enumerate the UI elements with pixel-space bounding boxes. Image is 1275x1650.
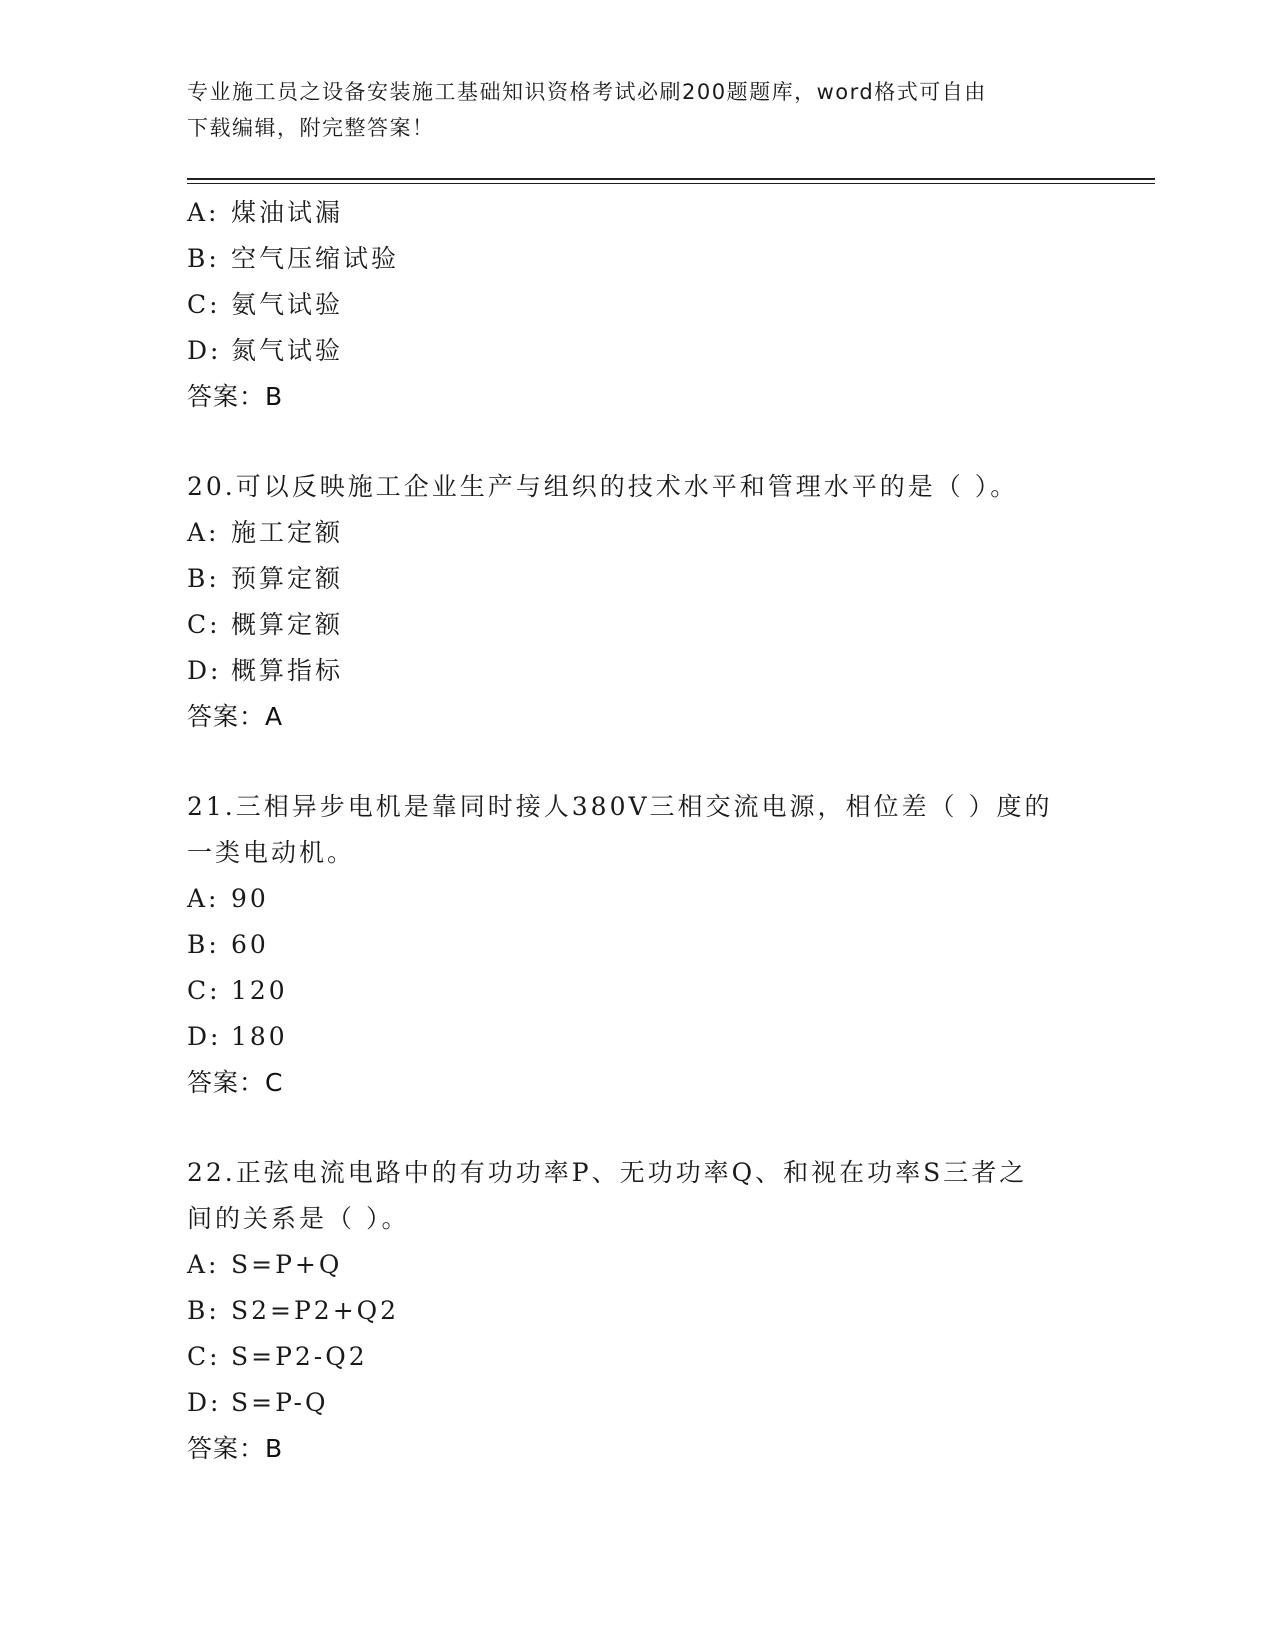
option-item — [187, 1014, 1087, 1060]
option-text: 预算定额 — [231, 564, 344, 593]
option-item — [187, 190, 1087, 236]
header-rule-thick — [187, 178, 1155, 180]
option-label: C: — [187, 290, 221, 319]
option-label: C: — [187, 610, 221, 639]
option-item — [187, 236, 1087, 282]
option-label: B: — [187, 930, 220, 959]
option-text: 概算定额 — [231, 610, 344, 639]
option-item — [187, 1242, 1087, 1288]
question-block — [187, 740, 1087, 1106]
block-spacer — [187, 420, 1087, 464]
option-item — [187, 1288, 1087, 1334]
option-item — [187, 328, 1087, 374]
answer-line: 答案：C — [187, 1068, 284, 1097]
option-label: C: — [187, 976, 221, 1005]
question-text: 20.可以反映施工企业生产与组织的技术水平和管理水平的是（ ）。 — [187, 472, 1019, 501]
option-item — [187, 510, 1087, 556]
answer-line: 答案：B — [187, 1434, 284, 1463]
option-text: 120 — [231, 976, 288, 1005]
option-label: B: — [187, 1296, 220, 1325]
question-text: 一类电动机。 — [187, 838, 356, 867]
option-text: 180 — [231, 1022, 288, 1051]
option-item — [187, 1380, 1087, 1426]
answer-line: 答案：A — [187, 702, 284, 731]
question-text: 22.正弦电流电路中的有功功率P、无功功率Q、和视在功率S三者之 — [187, 1158, 1028, 1187]
question-list — [187, 190, 1087, 1472]
option-text: 60 — [231, 930, 269, 959]
option-text: 煤油试漏 — [231, 198, 344, 227]
option-text: S2=P2+Q2 — [231, 1296, 400, 1325]
option-item — [187, 968, 1087, 1014]
question-text: 21.三相异步电机是靠同时接人380V三相交流电源，相位差（ ）度的 — [187, 792, 1053, 821]
document-header — [187, 74, 1067, 146]
question-block — [187, 420, 1087, 740]
option-label: C: — [187, 1342, 221, 1371]
option-text: 施工定额 — [231, 518, 344, 547]
option-label: A: — [187, 518, 220, 547]
option-text: S=P-Q — [231, 1388, 329, 1417]
answer-line: 答案：B — [187, 382, 284, 411]
question-text: 间的关系是（ ）。 — [187, 1204, 410, 1233]
block-spacer — [187, 740, 1087, 784]
option-label: D: — [187, 336, 222, 365]
option-text: S=P+Q — [231, 1250, 343, 1279]
option-label: D: — [187, 656, 222, 685]
option-item — [187, 282, 1087, 328]
option-label: A: — [187, 198, 220, 227]
option-label: B: — [187, 564, 220, 593]
option-item — [187, 1334, 1087, 1380]
question-block — [187, 1106, 1087, 1472]
question-block — [187, 190, 1087, 420]
option-label: A: — [187, 1250, 220, 1279]
option-text: S=P2-Q2 — [231, 1342, 368, 1371]
option-label: D: — [187, 1388, 222, 1417]
option-item — [187, 556, 1087, 602]
option-item — [187, 602, 1087, 648]
block-spacer — [187, 1106, 1087, 1150]
option-item — [187, 876, 1087, 922]
option-text: 90 — [231, 884, 269, 913]
header-line-2: 下载编辑，附完整答案！ — [187, 116, 435, 140]
option-label: A: — [187, 884, 220, 913]
option-item — [187, 922, 1087, 968]
header-rule-thin — [187, 183, 1155, 184]
option-label: B: — [187, 244, 220, 273]
option-text: 氨气试验 — [231, 290, 344, 319]
header-line-1: 专业施工员之设备安装施工基础知识资格考试必刷200题题库，word格式可自由 — [187, 80, 987, 104]
option-text: 氮气试验 — [231, 336, 344, 365]
option-text: 概算指标 — [231, 656, 344, 685]
option-text: 空气压缩试验 — [231, 244, 400, 273]
option-label: D: — [187, 1022, 222, 1051]
option-item — [187, 648, 1087, 694]
